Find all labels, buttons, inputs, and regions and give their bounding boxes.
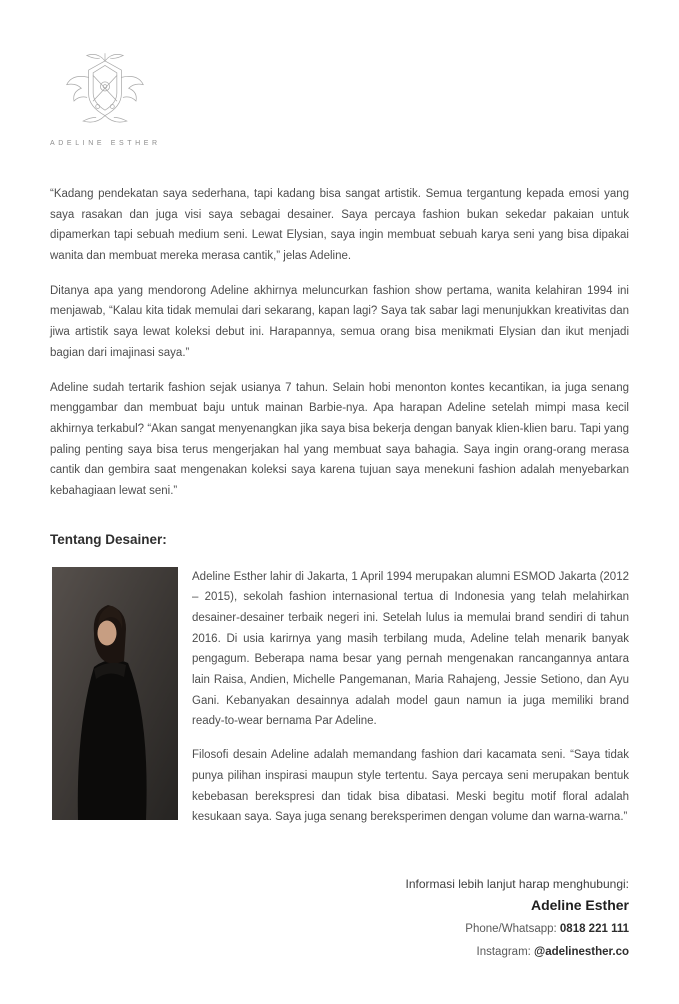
about-text bbox=[192, 567, 629, 828]
paragraph-fashion-show: Ditanya apa yang mendorong Adeline akhirnya meluncurkan fashion show pertama, wanita kelahiran 1994 ini menjawab, “Kalau kita tidak memulai dari sekarang, kapan lagi? Saya tak sabar lagi menunjukkan kreativitas dan jiwa artistik saya lewat koleksi debut ini. Harapannya, semua orang bisa menikmati Elysian dan ikut menjadi bagian dari imajinasi saya.” bbox=[50, 284, 629, 359]
instagram-label: Instagram: bbox=[476, 946, 535, 959]
designer-portrait-photo bbox=[52, 567, 178, 820]
contact-section bbox=[50, 874, 629, 964]
about-paragraph-bio: Adeline Esther lahir di Jakarta, 1 April 1994 merupakan alumni ESMOD Jakarta (2012 – 2015), sekolah fashion internasional tertua di Indonesia yang telah melahirkan desainer-desainer terbaik negeri ini. Setelah lulus ia memulai brand sendiri di tahun 2016. Di usia karirnya yang masih terbilang muda, Adeline telah menarik banyak pengagum. Beberapa nama besar yang pernah mengenakan rancangannya antara lain Raisa, Andien, Michelle Pangemanan, Maria Rahajeng, Jessie Setiono, dan Ayu Gani. Kebanyakan desainnya adalah model gaun namun ia juga memiliki brand ready-to-wear bernama Par Adeline. bbox=[192, 570, 629, 728]
contact-intro: Informasi lebih lanjut harap menghubungi: bbox=[405, 876, 629, 891]
phone-label: Phone/Whatsapp: bbox=[465, 923, 560, 936]
about-heading: Tentang Desainer: bbox=[50, 531, 167, 547]
instagram-value[interactable]: @adelinesther.co bbox=[534, 946, 629, 959]
phone-value: 0818 221 111 bbox=[559, 923, 629, 936]
paragraph-childhood: Adeline sudah tertarik fashion sejak usianya 7 tahun. Selain hobi menonton kontes kecantikan, ia juga senang menggambar dan membuat baju untuk mainan Barbie-nya. Apa harapan Adeline setelah mimpi masa kecil akhirnya terkabul? “Akan sangat menyenangkan jika saya bisa bekerja dengan banyak klien-klien baru. Tapi yang paling penting saya bisa terus mengerjakan hal yang membuat saya bahagia. Saya ingin orang-orang merasa cantik dan gembira saat mengenakan koleksi saya karena tujuan saya menekuni fashion adalah menyebarkan kebahagiaan lewat seni.” bbox=[50, 381, 629, 497]
brand-logo bbox=[50, 50, 161, 147]
about-paragraph-philosophy: Filosofi desain Adeline adalah memandang fashion dari kacamata seni. “Saya tidak punya pilihan inspirasi maupun style tertentu. Saya percaya seni merupakan bentuk kebebasan berekspresi dan tidak bisa dibatasi. Meski begitu motif floral adalah kesukaan saya. Saya juga senang bereksperimen dengan volume dan warna-warna.” bbox=[192, 749, 629, 824]
crest-icon bbox=[50, 50, 161, 132]
brand-name: ADELINE ESTHER bbox=[50, 140, 161, 147]
about-section bbox=[50, 567, 629, 828]
paragraph-quote-approach: “Kadang pendekatan saya sederhana, tapi kadang bisa sangat artistik. Semua tergantung kepada emosi yang saya rasakan dan juga visi saya sebagai desainer. Saya percaya fashion bukan sekedar pakaian untuk dipamerkan tapi sebuah medium seni. Lewat Elysian, saya ingin membuat sebuah karya seni yang bisa dipakai wanita dan membuat mereka merasa cantik,” jelas Adeline. bbox=[50, 188, 629, 263]
intro-section bbox=[50, 184, 629, 502]
contact-phone bbox=[50, 918, 629, 941]
contact-instagram bbox=[50, 941, 629, 964]
contact-name: Adeline Esther bbox=[530, 897, 629, 914]
